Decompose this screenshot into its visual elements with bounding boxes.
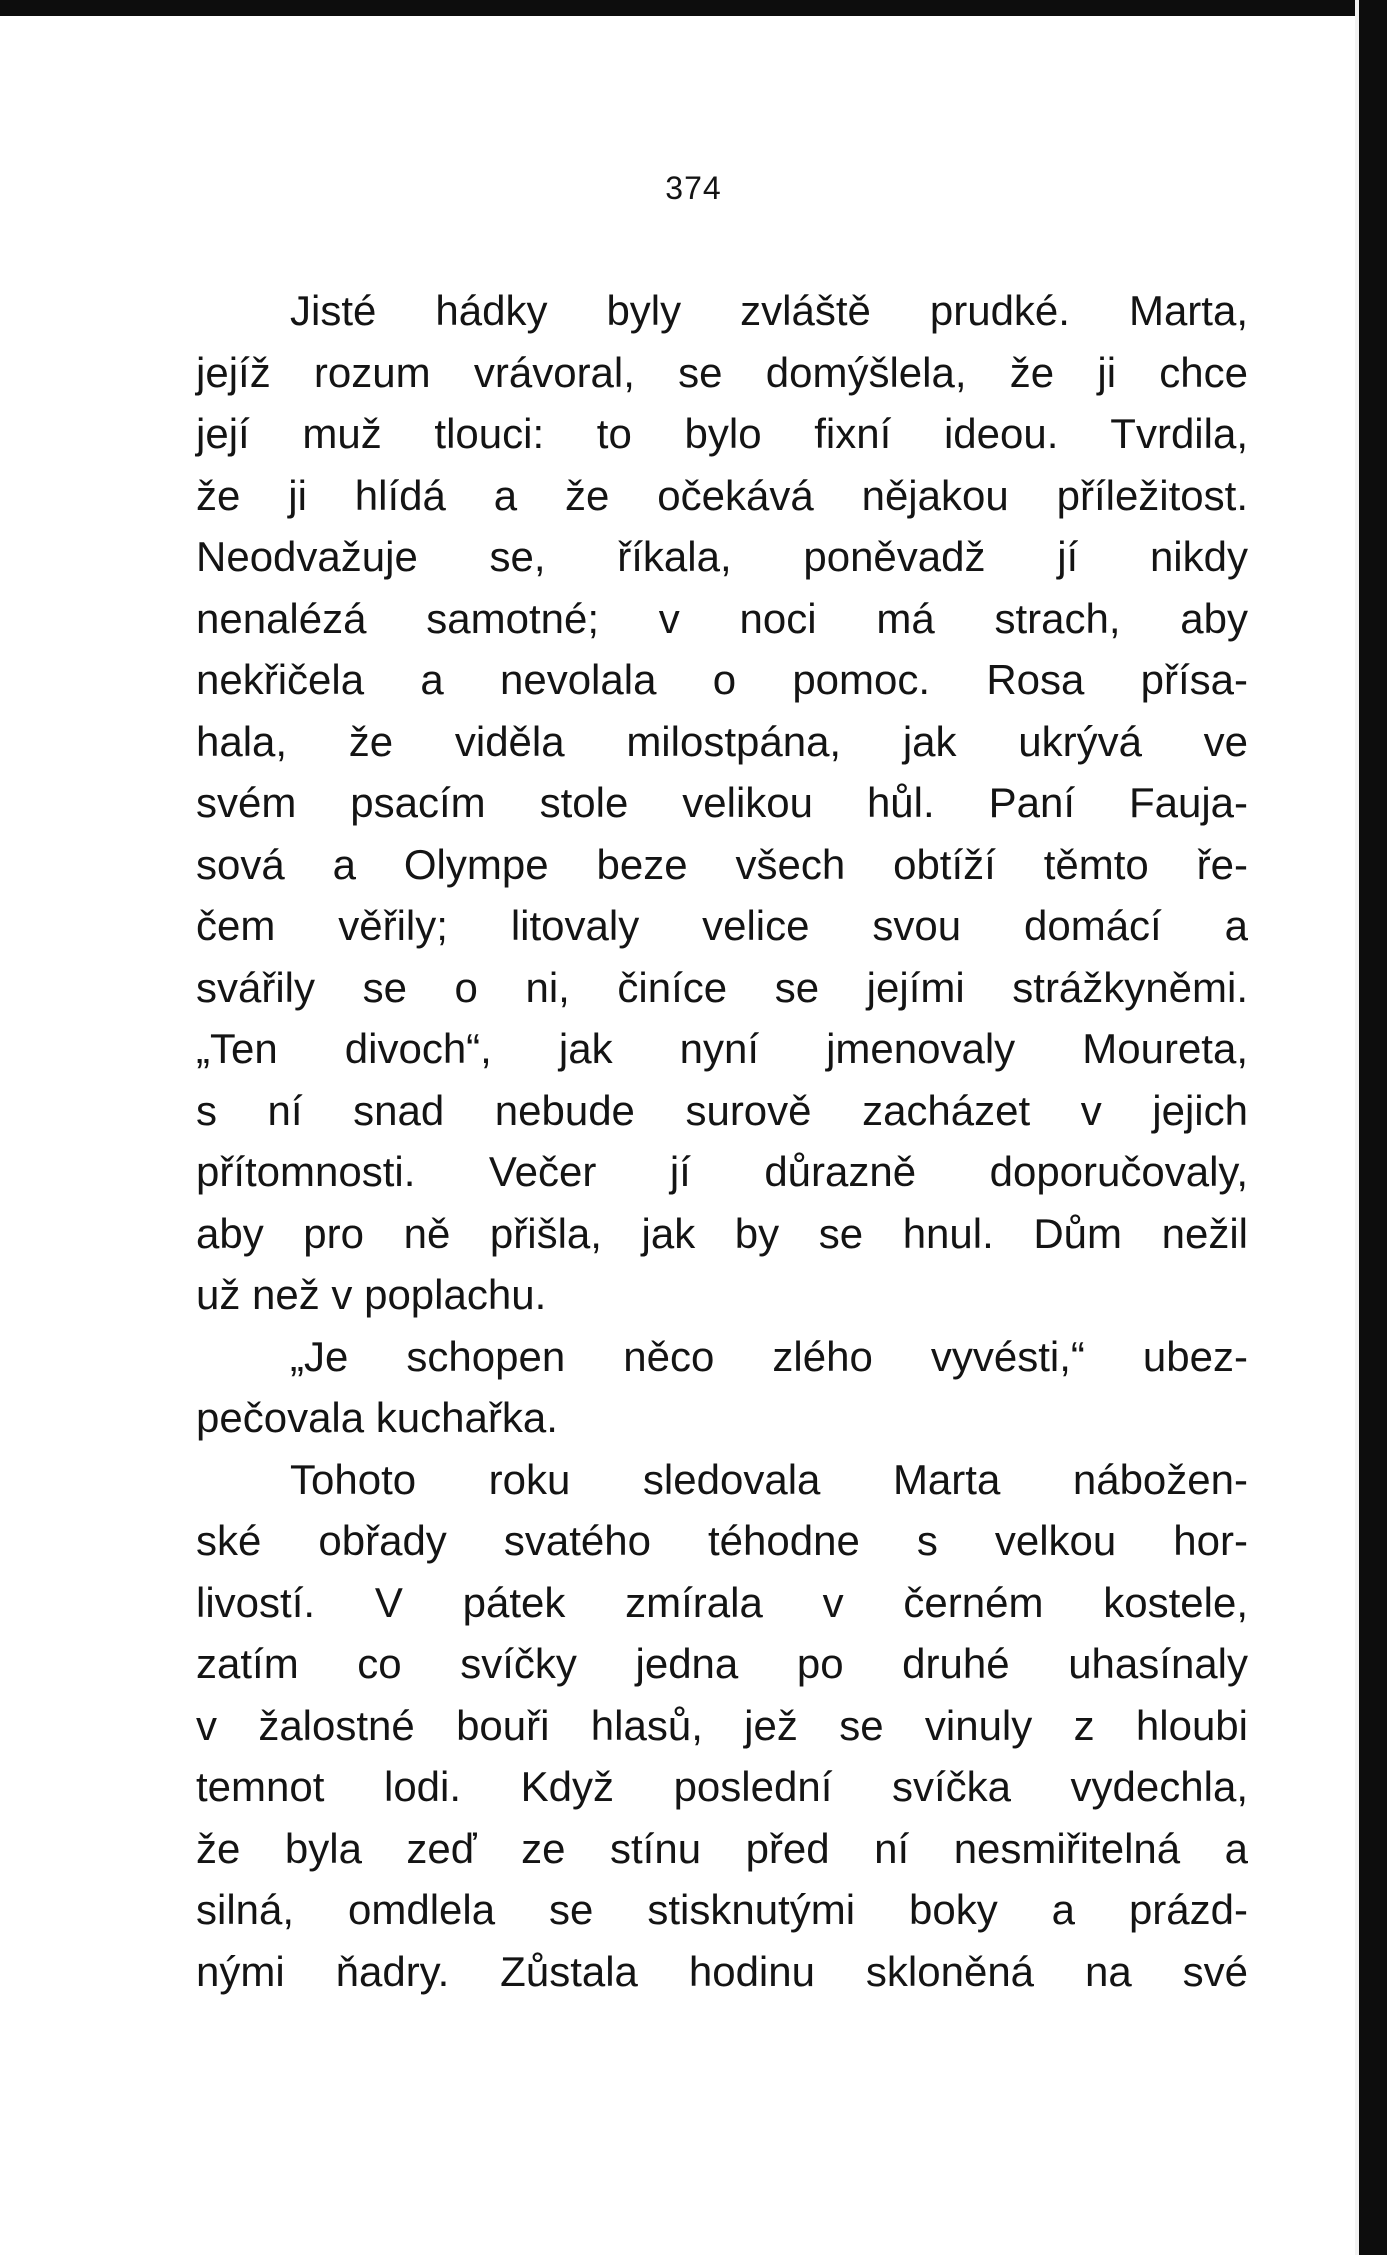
text-line: silná, omdlela se stisknutými boky a prázd- (196, 1886, 1248, 1933)
text-line: livostí. V pátek zmírala v černém kostele, (196, 1578, 1248, 1626)
text-line: Jisté hádky byly zvláště prudké. Marta, (290, 287, 1248, 334)
page-number: 374 (665, 170, 722, 206)
text-line: „Ten divoch“, jak nyní jmenovaly Moureta, (196, 1025, 1248, 1072)
text-line: nenalézá samotné; v noci má strach, aby (196, 594, 1248, 642)
text-line: Tohoto roku sledovala Marta nábožen- (290, 1455, 1248, 1503)
text-line: Neodvažuje se, říkala, poněvadž jí nikdy (196, 533, 1248, 580)
text-line: temnot lodi. Když poslední svíčka vydechla, (196, 1763, 1248, 1810)
text-line: přítomnosti. Večer jí důrazně doporučovaly, (196, 1148, 1248, 1195)
text-line: nými ňadry. Zůstala hodinu skloněná na své (196, 1947, 1248, 1995)
text-line: „Je schopen něco zlého vyvésti,“ ubez- (290, 1332, 1248, 1380)
text-line: v žalostné bouři hlasů, jež se vinuly z hloubi (196, 1701, 1248, 1749)
text-line: že byla zeď ze stínu před ní nesmiřitelná a (196, 1824, 1248, 1872)
text-line: její muž tlouci: to bylo fixní ideou. Tvrdila, (196, 410, 1248, 457)
scan-right-border (1359, 0, 1387, 2255)
text-line: zatím co svíčky jedna po druhé uhasínaly (196, 1640, 1248, 1687)
text-line: nekřičela a nevolala o pomoc. Rosa přísa- (196, 656, 1248, 703)
text-line: pečovala kuchařka. (196, 1394, 558, 1441)
text-line: že ji hlídá a že očekává nějakou příležitost. (196, 471, 1248, 519)
text-line: ské obřady svatého téhodne s velkou hor- (196, 1517, 1248, 1564)
text-line: svém psacím stole velikou hůl. Paní Fauja- (196, 779, 1248, 826)
text-line: svářily se o ni, činíce se jejími strážkyněmi. (196, 963, 1248, 1011)
text-line: hala, že viděla milostpána, jak ukrývá ve (196, 717, 1248, 765)
text-line: už než v poplachu. (196, 1271, 547, 1318)
text-line: čem věřily; litovaly velice svou domácí a (196, 902, 1248, 949)
text-line: s ní snad nebude surově zacházet v jejich (196, 1086, 1248, 1134)
body-text (196, 280, 1248, 2002)
text-line: sová a Olympe beze všech obtíží těmto ře- (196, 840, 1248, 888)
scan-top-border (0, 0, 1387, 16)
text-line: jejíž rozum vrávoral, se domýšlela, že ji chce (196, 348, 1248, 396)
text-line: aby pro ně přišla, jak by se hnul. Dům nežil (196, 1209, 1248, 1257)
